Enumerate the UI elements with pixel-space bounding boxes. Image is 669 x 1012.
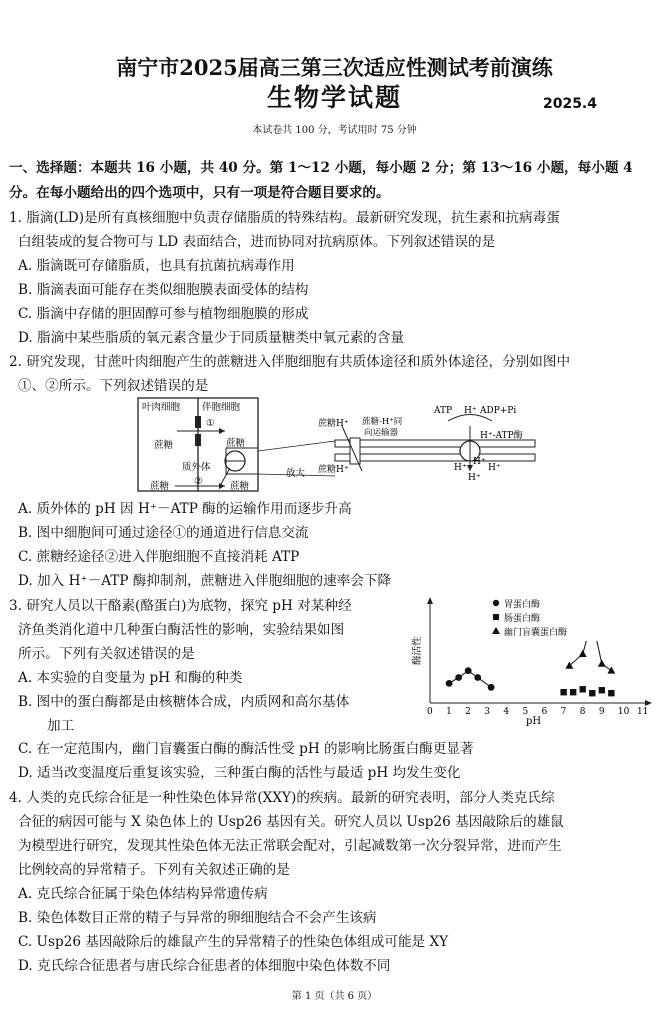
- q3-option-c: C. 在一定范围内，幽门盲囊蛋白酶的酶活性受 pH 的影响比肠蛋白酶更显著: [18, 741, 474, 757]
- q3-stem-2: 济鱼类消化道中几种蛋白酶活性的影响，实验结果如图: [18, 622, 345, 638]
- q1-option-d: D. 脂滴中某些脂质的氧元素含量少于同质量糖类中氧元素的含量: [18, 330, 405, 346]
- label-cotransporter-2: 向运输器: [364, 428, 399, 438]
- exam-note: 本试卷共 100 分，考试用时 75 分钟: [252, 125, 417, 136]
- q4-option-d: D. 克氏综合征患者与唐氏综合征患者的体细胞中染色体数不同: [18, 958, 391, 974]
- q3-option-b-1: B. 图中的蛋白酶都是由核糖体合成，内质网和高尔基体: [18, 694, 350, 710]
- q1-stem-2: 白组装成的复合物可与 LD 表面结合，进而协同对抗病原体。下列叙述错误的是: [18, 234, 496, 250]
- q4-option-a: A. 克氏综合征属于染色体结构异常遗传病: [18, 886, 268, 902]
- q4-option-b: B. 染色体数目正常的精子与异常的卵细胞结合不会产生该病: [18, 910, 377, 926]
- section-heading-1: 一、选择题：本题共 16 小题，共 40 分。第 1～12 小题，每小题 2 分；第 13～16 小题，每小题 4: [9, 160, 633, 176]
- q4-option-c: C. Usp26 基因敲除后的雄鼠产生的异常精子的性染色体组成可能是 XY: [18, 934, 449, 950]
- data-point-triangle: [579, 650, 587, 657]
- q2-stem-1: 2. 研究发现，甘蔗叶肉细胞产生的蔗糖进入伴胞细胞有共质体途径和质外体途径，分别如图中: [9, 354, 571, 370]
- data-point-square: [608, 690, 614, 696]
- label-sucrose-h-top: 蔗糖H⁺: [318, 419, 349, 429]
- chart-y-label: 酶活性: [412, 636, 423, 665]
- label-companion: 伴胞细胞: [202, 402, 241, 413]
- x-tick-label: 3: [484, 707, 491, 717]
- q3-option-b-2: 加工: [47, 718, 75, 734]
- data-point-square: [570, 689, 576, 695]
- label-path1: ①: [206, 418, 215, 429]
- x-tick-label: 9: [598, 707, 605, 717]
- label-apoplast: 质外体: [182, 462, 211, 473]
- exam-date: 2025.4: [542, 96, 597, 112]
- legend-label: 肠蛋白酶: [504, 614, 541, 624]
- x-tick-label: 8: [579, 707, 586, 717]
- q2-option-d: D. 加入 H⁺－ATP 酶抑制剂，蔗糖进入伴胞细胞的速率会下降: [18, 573, 392, 589]
- label-h-left: H⁺: [454, 463, 467, 473]
- x-tick-label: 11: [637, 707, 649, 717]
- x-tick-label: 4: [503, 707, 510, 717]
- chart-x-label: pH: [526, 716, 542, 727]
- data-point-circle: [474, 674, 481, 681]
- label-h-mid: H⁺: [473, 457, 486, 467]
- x-tick-label: 5: [522, 707, 529, 717]
- x-tick-label: 0: [427, 707, 433, 717]
- x-tick-label: 1: [446, 707, 452, 717]
- page-footer: 第 1 页（共 6 页）: [291, 991, 378, 1002]
- data-point-circle: [455, 674, 462, 681]
- x-tick-label: 6: [541, 707, 548, 717]
- data-point-square: [599, 687, 605, 693]
- label-mesophyll: 叶肉细胞: [142, 402, 181, 413]
- enzyme-activity-chart: [408, 593, 658, 728]
- data-point-square: [580, 686, 586, 692]
- section-heading-2: 分。在每小题给出的四个选项中，只有一项是符合题目要求的。: [9, 185, 390, 201]
- q1-option-a: A. 脂滴既可存储脂质，也具有抗菌抗病毒作用: [18, 258, 295, 274]
- legend-marker-square: [493, 614, 499, 620]
- data-point-square: [560, 689, 566, 695]
- q4-stem-4: 比例较高的异常精子。下列有关叙述正确的是: [18, 862, 290, 878]
- data-point-circle: [465, 667, 472, 674]
- data-point-circle: [488, 684, 495, 691]
- x-tick-label: 7: [560, 707, 567, 717]
- label-sucrose-4: 蔗糖: [230, 481, 250, 492]
- q4-stem-3: 为模型进行研究，发现其性染色体无法正常联会配对，引起减数第一次分裂异常，进而产生: [18, 838, 562, 854]
- label-cotransporter-1: 蔗糖-H⁺同: [362, 417, 403, 427]
- q1-option-c: C. 脂滴中存储的胆固醇可参与植物细胞膜的形成: [18, 306, 309, 322]
- label-atpase: H⁺-ATP酶: [480, 431, 523, 441]
- exam-subject: 生物学试题: [266, 83, 402, 112]
- q3-stem-1: 3. 研究人员以干酪素(酪蛋白)为底物，探究 pH 对某种经: [9, 598, 352, 614]
- label-atp: ATP: [434, 406, 453, 416]
- data-point-circle: [446, 680, 453, 687]
- label-h-right: H⁺: [488, 463, 501, 473]
- data-point-triangle: [607, 666, 615, 673]
- x-tick-label: 10: [617, 707, 630, 717]
- label-sucrose-2: 蔗糖: [226, 438, 246, 449]
- data-point-square: [589, 690, 595, 696]
- label-adp: ADP+Pi: [480, 406, 517, 416]
- legend-label: 幽门盲囊蛋白酶: [504, 628, 568, 638]
- q3-option-d: D. 适当改变温度后重复该实验，三种蛋白酶的活性与最适 pH 均发生变化: [18, 765, 461, 781]
- label-sucrose-3: 蔗糖: [150, 481, 170, 492]
- q2-option-a: A. 质外体的 pH 因 H⁺－ATP 酶的运输作用而逐步升高: [18, 501, 352, 517]
- q2-stem-2: ①、②所示。下列叙述错误的是: [18, 378, 209, 394]
- data-point-triangle: [598, 660, 606, 667]
- legend-label: 胃蛋白酶: [504, 600, 541, 610]
- label-enlarge: 放大: [286, 468, 306, 479]
- q3-stem-3: 所示。下列有关叙述错误的是: [18, 646, 195, 662]
- sucrose-transport-diagram: [130, 396, 540, 496]
- legend-marker-circle: [493, 600, 499, 606]
- q1-option-b: B. 脂滴表面可能存在类似细胞膜表面受体的结构: [18, 282, 309, 298]
- label-sucrose-h-bottom: 蔗糖H⁺: [318, 465, 349, 475]
- q2-option-b: B. 图中细胞间可通过途径①的通道进行信息交流: [18, 525, 309, 541]
- q3-option-a: A. 本实验的自变量为 pH 和酶的种类: [18, 670, 243, 686]
- x-tick-label: 2: [465, 707, 471, 717]
- exam-title: 南宁市2025届高三第三次适应性测试考前演练: [116, 55, 553, 80]
- q1-stem-1: 1. 脂滴(LD)是所有真核细胞中负责存储脂质的特殊结构。最新研究发现，抗生素和抗病毒蛋: [9, 210, 560, 226]
- label-h-bottom: H⁺: [468, 473, 481, 483]
- label-sucrose-1: 蔗糖: [154, 440, 174, 451]
- label-path2: ②: [194, 476, 203, 487]
- label-h-top: H⁺: [464, 406, 477, 416]
- q4-stem-1: 4. 人类的克氏综合征是一种性染色体异常(XXY)的疾病。最新的研究表明，部分人类克氏综: [9, 790, 555, 806]
- q2-option-c: C. 蔗糖经途径②进入伴胞细胞不直接消耗 ATP: [18, 549, 300, 565]
- q4-stem-2: 合征的病因可能与 X 染色体上的 Usp26 基因有关。研究人员以 Usp26 基因敲除后的雄鼠: [18, 814, 564, 830]
